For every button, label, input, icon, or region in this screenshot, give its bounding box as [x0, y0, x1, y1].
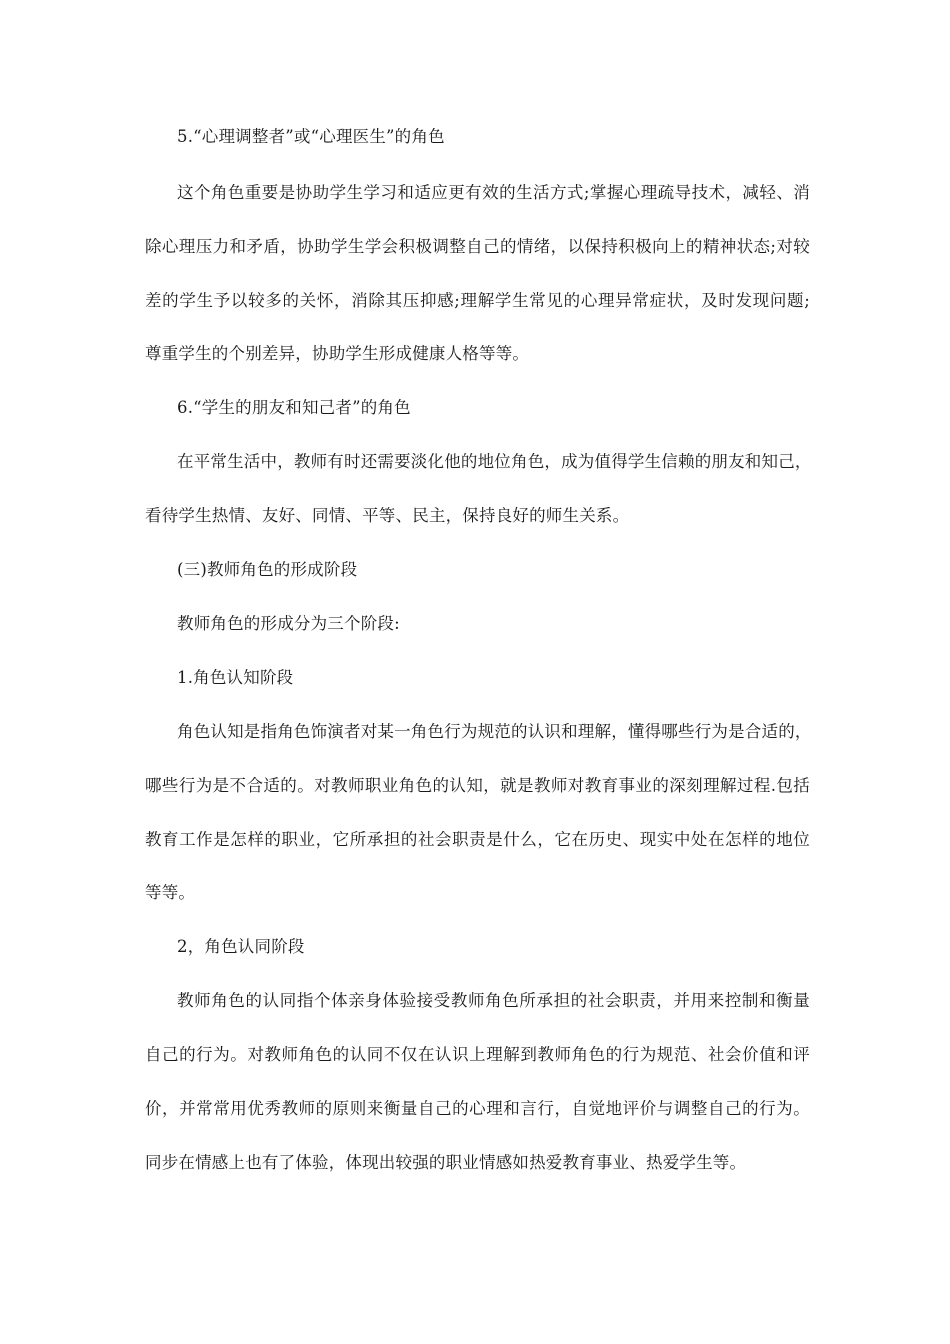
stage-2-heading: 2，角色认同阶段: [177, 937, 305, 956]
paragraph-line: 哪些行为是不合适的。对教师职业角色的认知，就是教师对教育事业的深刻理解过程.包括: [145, 776, 810, 795]
paragraph-line: 同步在情感上也有了体验，体现出较强的职业情感如热爱教育事业、热爱学生等。: [145, 1153, 747, 1172]
paragraph-line: 尊重学生的个别差异，协助学生形成健康人格等等。: [145, 344, 530, 363]
paragraph-line: 除心理压力和矛盾，协助学生学会积极调整自己的情绪，以保持积极向上的精神状态;对较: [145, 237, 810, 256]
paragraph-line: 自己的行为。对教师角色的认同不仅在认识上理解到教师角色的行为规范、社会价值和评: [145, 1045, 810, 1064]
paragraph-line: 教师角色的认同指个体亲身体验接受教师角色所承担的社会职责，并用来控制和衡量: [177, 991, 810, 1010]
paragraph-line: 教育工作是怎样的职业，它所承担的社会职责是什么，它在历史、现实中处在怎样的地位: [145, 830, 810, 849]
paragraph-line: 在平常生活中，教师有时还需要淡化他的地位角色，成为值得学生信赖的朋友和知己，: [177, 452, 812, 471]
paragraph-line: 差的学生予以较多的关怀，消除其压抑感;理解学生常见的心理异常症状，及时发现问题;: [145, 291, 810, 310]
paragraph-line: 角色认知是指角色饰演者对某一角色行为规范的认识和理解，懂得哪些行为是合适的，: [177, 722, 812, 741]
section-heading: (三)教师角色的形成阶段: [177, 560, 358, 579]
paragraph-line: 等等。: [145, 883, 196, 902]
heading-role-6: 6.“学生的朋友和知己者”的角色: [177, 398, 411, 417]
section-intro: 教师角色的形成分为三个阶段:: [177, 614, 400, 633]
heading-role-5: 5.“心理调整者”或“心理医生”的角色: [177, 127, 445, 146]
stage-1-heading: 1.角色认知阶段: [177, 668, 294, 687]
paragraph-line: 这个角色重要是协助学生学习和适应更有效的生活方式;掌握心理疏导技术，减轻、消: [177, 183, 810, 202]
paragraph-line: 价，并常常用优秀教师的原则来衡量自己的心理和言行，自觉地评价与调整自己的行为。: [145, 1099, 810, 1118]
paragraph-line: 看待学生热情、友好、同情、平等、民主，保持良好的师生关系。: [145, 506, 630, 525]
